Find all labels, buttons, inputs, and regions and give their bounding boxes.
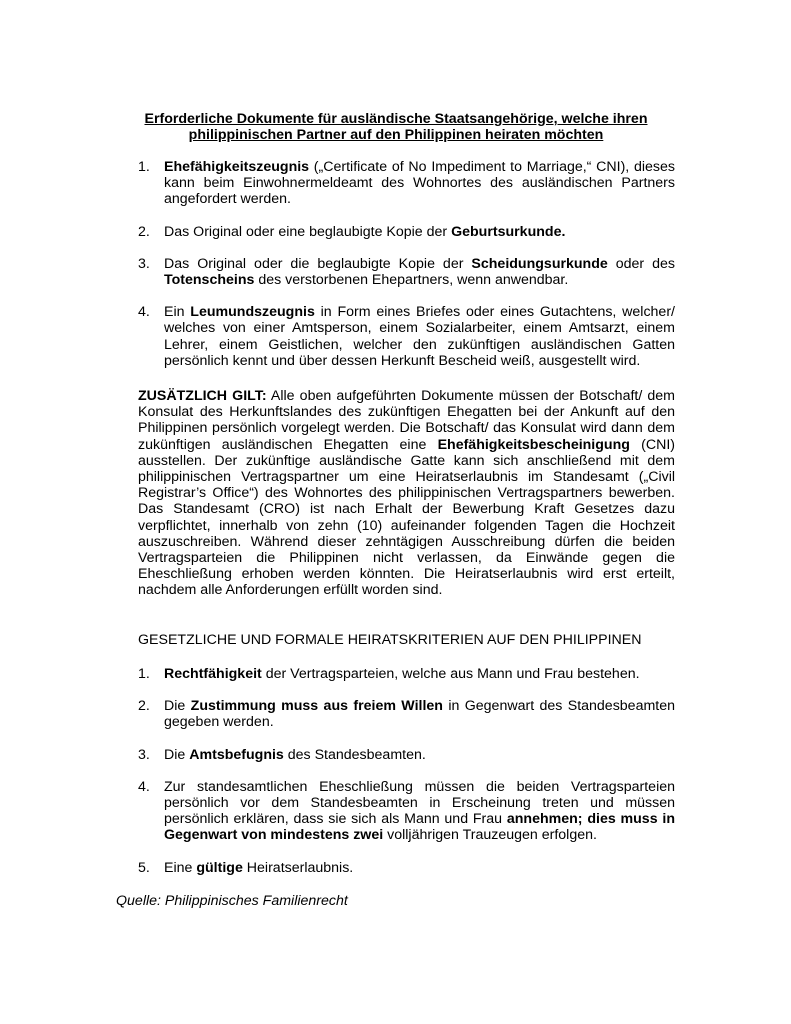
list-item-text: Eine	[164, 859, 197, 876]
list-item-text: („Certificate of No Impediment to Marriage,“ CNI), dieses kann beim Einwohnermeldeamt des Wohnortes des ausländischen Partners angefordert werden.	[164, 159, 675, 208]
additional-text-1: Alle oben aufgeführten Dokumente müssen der Botschaft/ dem Konsulat des Herkunftslandes des zukünftigen Ehegatten bei der Ankunft auf den Philippinen persönlich vorgelegt werden. Die Botschaft/ das Konsulat wird dann dem zukünftigen ausländischen Ehegatten eine	[138, 388, 675, 453]
list-item-text: Das Original oder die beglaubigte Kopie der	[164, 255, 472, 272]
criteria-item	[138, 747, 675, 763]
list-item-text: Die	[164, 746, 190, 763]
criteria-item	[138, 779, 675, 844]
list-item-number: 1.	[138, 159, 150, 175]
list-item-text: Zur standesamtlichen Eheschließung müssen die beiden Vertragsparteien persönlich vor dem Standesbeamten in Erscheinung treten und müssen persönlich erklären, dass sie sich als Mann und Frau	[164, 778, 675, 828]
list-item-number: 5.	[138, 859, 150, 876]
list-item-bold-text: Geburtsurkunde.	[451, 223, 566, 240]
list-item-text: in Gegenwart des Standesbeamten gegeben werden.	[164, 698, 675, 731]
list-item-text: Das Original oder eine beglaubigte Kopie der	[164, 223, 452, 240]
list-item-bold-text: Ehefähigkeitszeugnis	[164, 159, 310, 175]
additional-label: ZUSÄTZLICH GILT:	[138, 388, 267, 404]
list-item-text: des Standesbeamten.	[283, 746, 426, 763]
list-item-text: Heiratserlaubnis.	[242, 859, 354, 876]
criteria-item	[138, 860, 675, 876]
required-documents-list	[138, 159, 675, 385]
list-item-number: 3.	[138, 746, 150, 763]
document-item	[138, 159, 675, 208]
document-title	[120, 111, 672, 143]
marriage-criteria-list	[138, 666, 675, 892]
document-item	[138, 304, 675, 369]
list-item-number: 2.	[138, 698, 150, 715]
criteria-heading: GESETZLICHE UND FORMALE HEIRATSKRITERIEN AUF DEN PHILIPPINEN	[138, 632, 642, 648]
list-item-text: Die	[164, 698, 191, 715]
document-item	[138, 256, 675, 288]
list-item-number: 2.	[138, 223, 150, 240]
additional-bold-term: Ehefähigkeitsbescheinigung	[437, 436, 630, 453]
additional-text-2: (CNI) ausstellen. Der zukünftige ausländische Gatte kann sich anschließend mit dem philippinischen Vertragspartner um eine Heiratserlaubnis im Standesamt („Civil Registrar’s Office“) des Wohnortes des philippinischen Vertragspartners bewerben. Das Standesamt (CRO) ist nach Erhalt der Bewerbung Kraft Gesetzes dazu verpflichtet, innerhalb von zehn (10) aufeinander folgenden Tagen die Hochzeit auszuschreiben. Während dieser zehntägigen Ausschreibung dürfen die beiden Vertragsparteien die Philippinen nicht verlassen, da Einwände gegen die Eheschließung erhoben werden könnten. Die Heiratserlaubnis wird erst erteilt, nachdem alle Anforderungen erfüllt worden sind.	[138, 436, 675, 599]
list-item-number: 4.	[138, 778, 150, 795]
source-citation: Quelle: Philippinisches Familienrecht	[116, 893, 348, 909]
title-line-2: philippinischen Partner auf den Philippinen heiraten möchten	[188, 127, 604, 144]
list-item-number: 1.	[138, 666, 150, 682]
list-item-bold-text: Scheidungsurkunde	[471, 255, 608, 272]
list-item-text: oder des	[607, 255, 675, 272]
list-item-bold-text: Zustimmung muss aus freiem Willen	[190, 698, 443, 715]
list-item-number: 4.	[138, 304, 150, 321]
criteria-item	[138, 666, 675, 682]
list-item-bold-text: gültige	[196, 859, 243, 876]
title-line-1: Erforderliche Dokumente für ausländische Staatsangehörige, welche ihren	[144, 111, 648, 127]
criteria-item	[138, 698, 675, 730]
list-item-bold-text: Leumundszeugnis	[190, 304, 315, 321]
list-item-text: Ein	[164, 304, 191, 321]
list-item-bold-text: Amtsbefugnis	[189, 746, 284, 763]
list-item-bold-text: annehmen; dies muss in Gegenwart von mindestens zwei	[164, 811, 675, 844]
list-item-text: volljährigen Trauzeugen erfolgen.	[383, 827, 597, 844]
list-item-text: des verstorbenen Ehepartners, wenn anwendbar.	[254, 272, 569, 289]
list-item-text: der Vertragsparteien, welche aus Mann und Frau bestehen.	[261, 666, 640, 682]
list-item-bold-text: Rechtfähigkeit	[164, 666, 262, 682]
additional-requirements-paragraph	[138, 388, 675, 599]
list-item-bold-text: Totenscheins	[164, 272, 255, 289]
document-item	[138, 224, 675, 240]
list-item-number: 3.	[138, 255, 150, 272]
list-item-text: in Form eines Briefes oder eines Gutachtens, welcher/ welches von einer Amtsperson, einem Sozialarbeiter, einem Amtsarzt, einem Lehrer, einem Geistlichen, welcher den zukünftigen ausländischen Gatten persönlich kennt und über dessen Herkunft Bescheid weiß, ausgestellt wird.	[164, 304, 675, 369]
